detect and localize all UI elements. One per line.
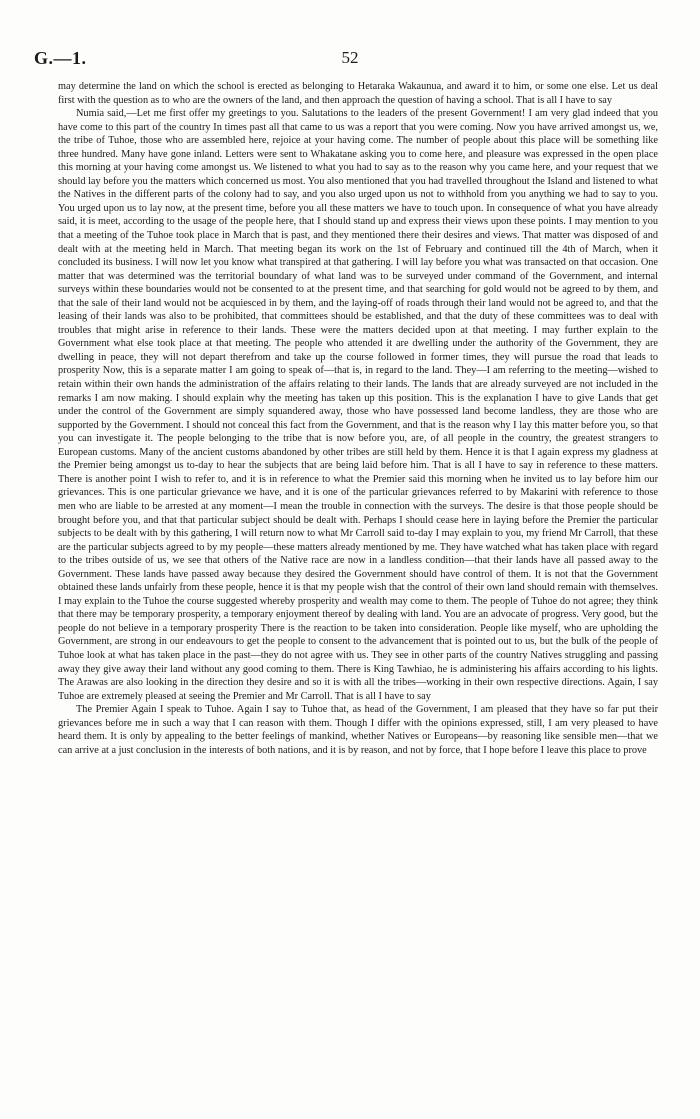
paragraph-numia-speech: Numia said,—Let me first offer my greetings to you. Salutations to the leaders of the present Government! I am very glad indeed that you have come to this part of the country In times past all that came to us was a report that you were coming. Now you have arrived amongst us, we, the tribe of Tuhoe, those who are assembled here, rejoice at your having come. The number of people about this place will be something like three hundred. Many have gone inland. Letters were sent to Whakatane asking you to come here, and pleasure was expressed in the open place this morning at your having come amongst us. We listened to what you had to say as to the reason why you came here, and your request that we should lay before you the matters which concerned us most. You also mentioned that you had travelled throughout the Island and listened to what the Natives in the different parts of the colony had to say, and you also urged upon us not to withhold from you anything we had to say to you. You urged upon us to lay now, at the present time, before you all these matters we have to touch upon. In consequence of what you have already said, it is meet, according to the usage of the people here, that I should stand up and express their views upon these points. I may mention to you that a meeting of the Tuhoe took place in March that is past, and they mentioned there their desires and views. That matter was disposed of and dealt with at the meeting held in March. That meeting began its work on the 1st of February and continued till the 4th of March, when it concluded its business. I will now let you know what transpired at that gathering. I will lay before you what was transacted on that occasion. One matter that was determined was the territorial boundary of what land was to be surveyed under command of the Government, and internal surveys within these boundaries would not be consented to at the present time, and that searching for gold would not be agreed to by them, and that the sale of their land would not be acquiesced in by them, and the laying-off of roads through their land would not be agreed to, and that the leasing of their lands was also to be prohibited, that committees should be established, and that the duty of these committees was to deal with troubles that might arise in reference to their lands. These were the matters decided upon at that meeting. I may further explain to the Government what else took place at that meeting. The people who attended it are dwelling under the authority of the Government, they are dwelling in peace, they will not depart therefrom and take up the course followed in former times, they will pursue the road that leads to prosperity Now, this is a separate matter I am going to speak of—that is, in regard to the land. They—I am referring to the meeting—wished to retain within their own hands the administration of the affairs relating to their lands. The lands that are already surveyed are not included in the remarks I am now making. I should explain why the meeting has taken up this position. This is the explanation I have to give Lands that get under the control of the Government are simply squandered away, those who have possessed land become landless, they are those who are supported by the Government. I should not conceal this fact from the Government, and that is the reason why I lay this matter before you, so that you can investigate it. The people belonging to the tribe that is now before you, are, of all people in the country, the greatest strangers to European customs. Many of the ancient customs abandoned by other tribes are still held by them. Hence it is that I again express my gladness at the Premier being amongst us to-day to hear the subjects that are being laid before him. That is all I have to say in reference to these matters. There is another point I wish to refer to, and it is in reference to what the Premier said this morning when he invited us to lay before him our grievances. This is one particular grievance we have, and it is one of the particular grievances referred to by Makarini with reference to those men who are liable to be arrested at any moment—I mean the trouble in connection with the surveys. The desire is that those people should be brought before you, and that that particular subject should be dealt with. Perhaps I should cease here in laying before the Premier the particular subjects to be dealt with by this gathering, I will return now to what Mr Carroll said to-day I may explain to you, my friend Mr Carroll, that these are the particular subjects agreed to by my people—these matters already mentioned by me. They have watched what has taken place with regard to the tribes outside of us, we see that others of the Native race are now in a landless condition—that their lands have all passed away to the Government. These lands have passed away because they desired the Government should have control of them. It is not that the Government obtained these lands unfairly from these people, hence it is that my people wish that the control of their own land should remain with themselves. I may explain to the Tuhoe the course suggested whereby prosperity and wealth may come to them. The people of Tuhoe do not agree; they think that there may be temporary prosperity, a temporary enjoyment thereof by dealing with land. You are an advocate of progress. Very good, but the people do not believe in a temporary prosperity There is the reaction to be taken into consideration. People like myself, who are upholding the Government, are strong in our endeavours to get the people to consent to the advancement that is pointed out to us, but the bulk of the people of Tuhoe look at what has taken place in the past—they do not agree with us. They see in other parts of the country Natives struggling and passing away they give away their land without any good coming to them. There is King Tawhiao, he is administering his affairs according to his lights. The Arawas are also looking in the direction they desire and so it is with all the tribes—working in their own respective directions. Again, I say Tuhoe are extremely pleased at seeing the Premier and Mr Carroll. That is all I have to say — [58, 108, 658, 702]
body-text — [58, 80, 658, 757]
document-code: G.—1. — [34, 48, 87, 68]
page-header — [34, 48, 666, 70]
page-number: 52 — [341, 48, 359, 67]
paragraph-premier-reply: The Premier Again I speak to Tuhoe. Again I say to Tuhoe that, as head of the Government, I am pleased that they have so far put their grievances before me in such a way that I can reason with them. Though I differ with the opinions expressed, still, I am very pleased to have heard them. It is only by appealing to the better feelings of mankind, whether Natives or Europeans—by reasoning like sensible men—that we can arrive at a just conclusion in the interests of both nations, and it is by reason, and not by force, that I hope before I leave this place to prove — [58, 704, 658, 756]
paragraph-continuation: may determine the land on which the school is erected as belonging to Hetaraka Wakaunua, and award it to him, or some one else. Let us deal first with the question as to who are the owners of the land, and then approach the question of having a school. That is all I have to say — [58, 81, 658, 106]
